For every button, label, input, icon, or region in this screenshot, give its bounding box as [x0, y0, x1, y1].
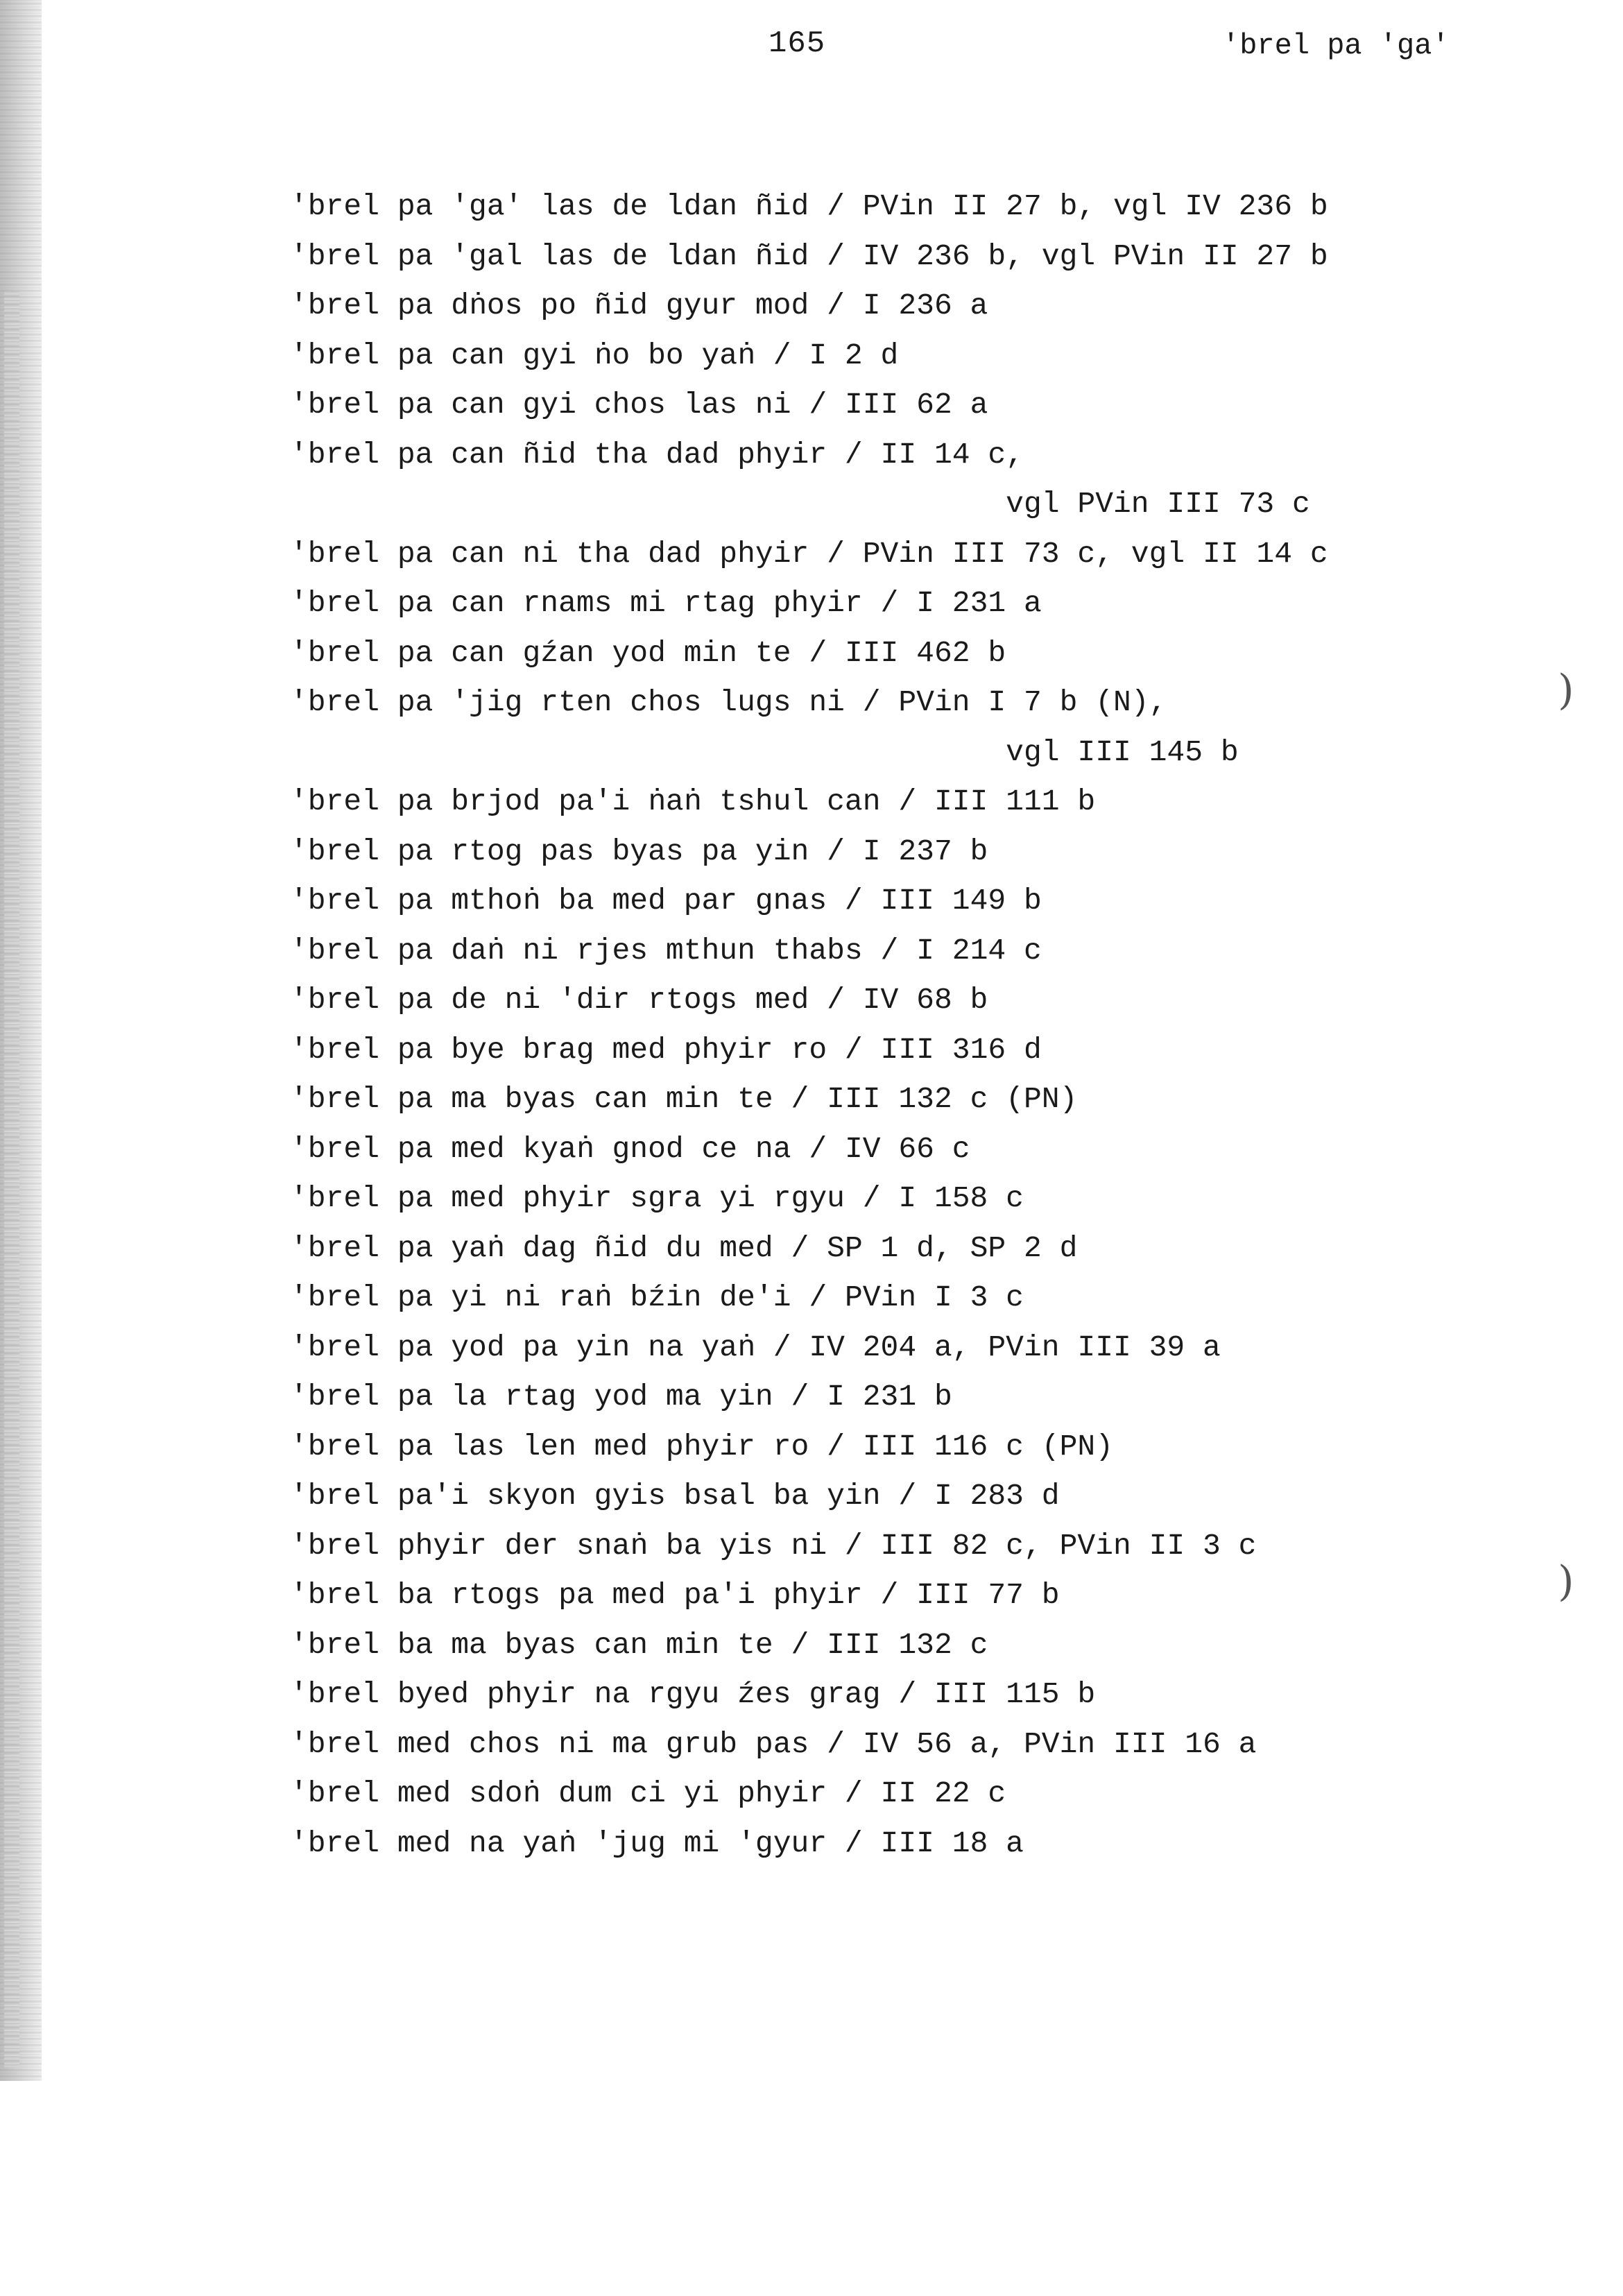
verse-reference: PVin I 3 c	[844, 1280, 1024, 1314]
verse-line: 'brel pa med kyaṅ gnod ce na /	[290, 1131, 845, 1166]
index-entry	[290, 1769, 1552, 1819]
scan-edge-shadow	[0, 0, 42, 2081]
index-entry	[290, 1124, 1552, 1174]
verse-line: 'brel pa brjod pa'i ṅaṅ tshul can /	[290, 785, 934, 819]
verse-reference: III 62 a	[844, 388, 988, 422]
running-head: 'brel pa 'ga'	[1222, 29, 1450, 62]
index-entry	[290, 876, 1552, 926]
index-entry-continuation	[290, 479, 1552, 529]
index-entry	[290, 926, 1552, 976]
verse-line: 'brel pa can gyi ṅo bo yaṅ /	[290, 338, 809, 372]
index-entry	[290, 232, 1552, 282]
index-entry	[290, 182, 1552, 232]
verse-line: 'brel pa daṅ ni rjes mthun thabs /	[290, 933, 917, 968]
index-entry	[290, 1422, 1552, 1472]
verse-line: 'brel pa ma byas can min te /	[290, 1082, 827, 1116]
verse-reference: II 22 c	[880, 1776, 1006, 1810]
verse-line: 'brel pa mthoṅ ba med par gnas /	[290, 884, 881, 918]
index-entry	[290, 1521, 1552, 1571]
verse-line: 'brel pa 'jig rten chos lugs ni /	[290, 685, 899, 719]
index-entry	[290, 331, 1552, 381]
verse-reference: III 149 b	[880, 884, 1042, 918]
verse-reference: SP 1 d, SP 2 d	[827, 1231, 1078, 1265]
verse-reference: III 316 d	[880, 1032, 1042, 1067]
verse-reference: II 14 c,	[880, 437, 1024, 472]
verse-line: 'brel pa de ni 'dir rtogs med /	[290, 983, 863, 1017]
verse-reference: I 283 d	[934, 1479, 1060, 1513]
index-entry	[290, 1174, 1552, 1224]
verse-line: 'brel pa bye brag med phyir ro /	[290, 1032, 881, 1067]
index-entry	[290, 1570, 1552, 1620]
index-entry	[290, 1273, 1552, 1323]
index-entry	[290, 430, 1552, 480]
verse-line: 'brel pa can ñid tha dad phyir /	[290, 437, 881, 472]
index-entry	[290, 1224, 1552, 1274]
verse-reference: PVin I 7 b (N),	[898, 685, 1167, 719]
index-entry	[290, 1323, 1552, 1373]
verse-reference: I 231 a	[916, 586, 1042, 620]
verse-reference: I 214 c	[916, 933, 1042, 968]
verse-line: 'brel byed phyir na rgyu źes grag /	[290, 1677, 934, 1711]
index-entry	[290, 628, 1552, 678]
verse-reference: PVin II 27 b, vgl IV 236 b	[862, 189, 1328, 223]
verse-reference: I 237 b	[862, 834, 988, 868]
index-entry	[290, 529, 1552, 579]
verse-reference: IV 204 a, PVin III 39 a	[809, 1330, 1221, 1364]
verse-line: 'brel pa las len med phyir ro /	[290, 1429, 863, 1464]
index-entry	[290, 1471, 1552, 1521]
verse-line: 'brel pa can ni tha dad phyir /	[290, 536, 863, 571]
verse-reference: IV 66 c	[844, 1131, 970, 1166]
index-entry	[290, 380, 1552, 430]
index-entry	[290, 1372, 1552, 1422]
verse-line: 'brel med sdoṅ dum ci yi phyir /	[290, 1776, 881, 1810]
index-entry	[290, 777, 1552, 827]
index-entry	[290, 1819, 1552, 1869]
verse-line: 'brel pa dṅos po ñid gyur mod /	[290, 289, 863, 323]
verse-line: 'brel pa 'ga' las de ldan ñid /	[290, 189, 863, 223]
index-entry	[290, 1670, 1552, 1720]
verse-line: 'brel pa can rnams mi rtag phyir /	[290, 586, 917, 620]
verse-reference-continuation: vgl PVin III 73 c	[290, 487, 1310, 521]
verse-line: 'brel pa can gźan yod min te /	[290, 635, 845, 670]
verse-line: 'brel med chos ni ma grub pas /	[290, 1727, 863, 1761]
verse-line: 'brel pa la rtag yod ma yin /	[290, 1380, 827, 1414]
verse-line: 'brel med na yaṅ 'jug mi 'gyur /	[290, 1826, 881, 1860]
index-entry-list	[290, 182, 1552, 1868]
verse-line: 'brel ba ma byas can min te /	[290, 1627, 827, 1662]
verse-reference: III 116 c (PN)	[862, 1429, 1113, 1464]
verse-line: 'brel ba rtogs pa med pa'i phyir /	[290, 1578, 917, 1612]
index-entry	[290, 579, 1552, 628]
page-number: 165	[768, 26, 826, 61]
index-entry	[290, 1620, 1552, 1670]
binding-shadow	[4, 291, 19, 2067]
verse-reference: I 2 d	[809, 338, 899, 372]
verse-reference: III 115 b	[934, 1677, 1096, 1711]
verse-line: 'brel pa med phyir sgra yi rgyu /	[290, 1181, 899, 1215]
verse-reference: I 231 b	[827, 1380, 952, 1414]
verse-reference-continuation: vgl III 145 b	[290, 735, 1239, 769]
verse-reference: IV 236 b, vgl PVin II 27 b	[862, 239, 1328, 273]
verse-reference: I 158 c	[898, 1181, 1024, 1215]
index-entry-continuation	[290, 728, 1552, 778]
verse-reference: IV 68 b	[862, 983, 988, 1017]
verse-line: 'brel pa can gyi chos las ni /	[290, 388, 845, 422]
verse-reference: III 77 b	[916, 1578, 1060, 1612]
verse-reference: III 132 c	[827, 1627, 988, 1662]
index-entry	[290, 678, 1552, 728]
margin-bracket: )	[1558, 1557, 1574, 1606]
margin-bracket: )	[1558, 666, 1574, 714]
index-entry	[290, 1720, 1552, 1770]
verse-line: 'brel pa 'gal las de ldan ñid /	[290, 239, 863, 273]
verse-reference: III 462 b	[844, 635, 1006, 670]
verse-reference: III 111 b	[934, 785, 1096, 819]
index-entry	[290, 1074, 1552, 1124]
verse-line: 'brel pa yaṅ dag ñid du med /	[290, 1231, 827, 1265]
verse-line: 'brel pa rtog pas byas pa yin /	[290, 834, 863, 868]
index-entry	[290, 1025, 1552, 1075]
index-entry	[290, 281, 1552, 331]
index-entry	[290, 827, 1552, 877]
verse-reference: III 82 c, PVin II 3 c	[880, 1528, 1257, 1563]
verse-line: 'brel phyir der snaṅ ba yis ni /	[290, 1528, 881, 1563]
verse-reference: PVin III 73 c, vgl II 14 c	[862, 536, 1328, 571]
verse-line: 'brel pa'i skyon gyis bsal ba yin /	[290, 1479, 934, 1513]
verse-reference: I 236 a	[862, 289, 988, 323]
verse-reference: III 132 c (PN)	[827, 1082, 1078, 1116]
verse-reference: IV 56 a, PVin III 16 a	[862, 1727, 1257, 1761]
index-entry	[290, 975, 1552, 1025]
verse-reference: III 18 a	[880, 1826, 1024, 1860]
verse-line: 'brel pa yi ni raṅ bźin de'i /	[290, 1280, 845, 1314]
verse-line: 'brel pa yod pa yin na yaṅ /	[290, 1330, 809, 1364]
